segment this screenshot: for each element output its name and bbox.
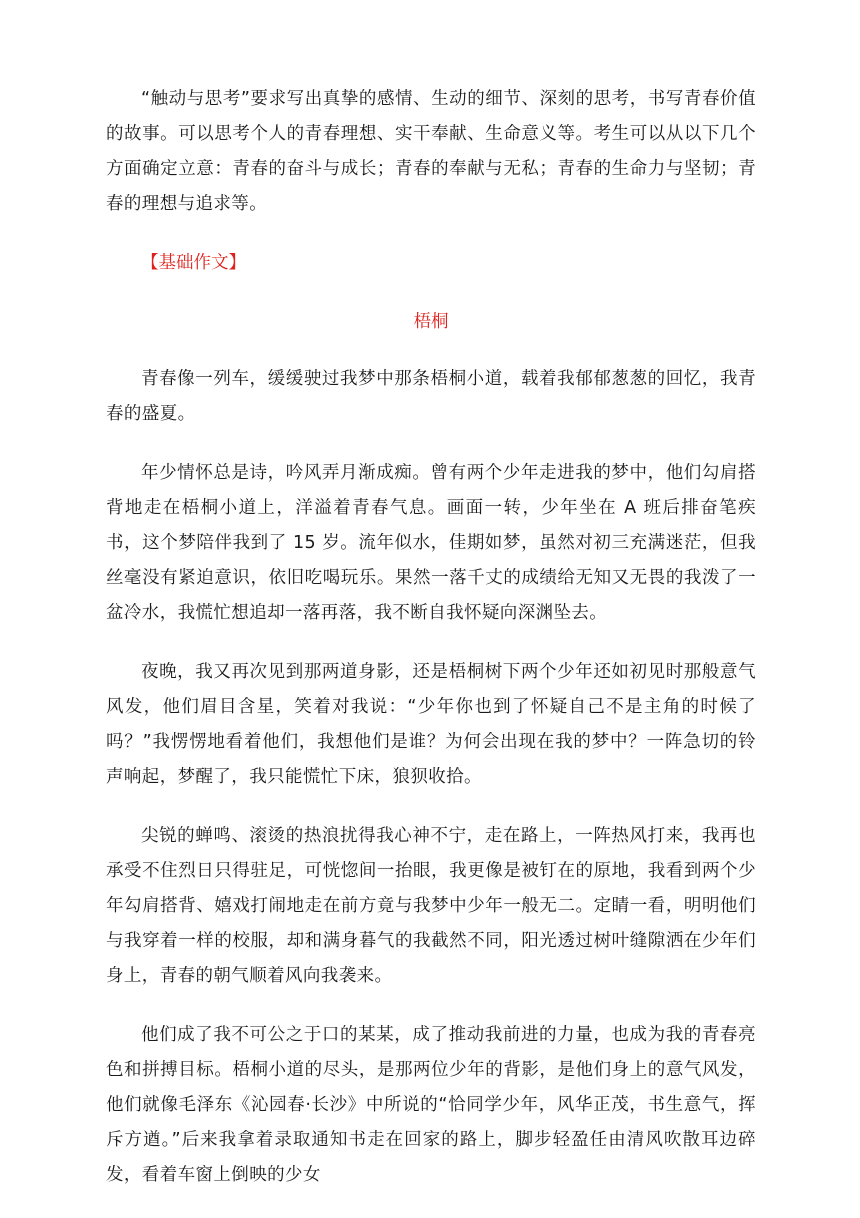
essay-paragraph-3: 夜晚，我又再次见到那两道身影，还是梧桐树下两个少年还如初见时那般意气风发，他们眉目含星，笑着对我说：“少年你也到了怀疑自己不是主角的时候了吗？”我愣愣地看着他们，我想他们是谁？为何会出现在我的梦中？一阵急切的铃声响起，梦醒了，我只能慌忙下床，狼狈收拾。 [106,662,756,787]
essay-paragraph-1: 青春像一列车，缓缓驶过我梦中那条梧桐小道，载着我郁郁葱葱的回忆，我青春的盛夏。 [106,369,756,424]
essay-title: 梧桐 [413,312,449,332]
essay-paragraph-5: 他们成了我不可公之于口的某某，成了推动我前进的力量，也成为我的青春亮色和拼搏目标。梧桐小道的尽头，是那两位少年的背影，是他们身上的意气风发，他们就像毛泽东《沁园春·长沙》中所说的“恰同学少年，风华正茂，书生意气，挥斥方遒。”后来我拿着录取通知书走在回家的路上，脚步轻盈任由清风吹散耳边碎发，看着车窗上倒映的少女 [106,1025,756,1185]
essay-paragraph-4: 尖锐的蝉鸣、滚烫的热浪扰得我心神不宁，走在路上，一阵热风打来，我再也承受不住烈日只得驻足，可恍惚间一抬眼，我更像是被钉在的原地，我看到两个少年勾肩搭背、嬉戏打闹地走在前方竟与我梦中少年一般无二。定睛一看，明明他们与我穿着一样的校服，却和满身暮气的我截然不同，阳光透过树叶缝隙洒在少年们身上，青春的朝气顺着风向我袭来。 [106,826,756,986]
essay-paragraph-2: 年少情怀总是诗，吟风弄月渐成痴。曾有两个少年走进我的梦中，他们勾肩搭背地走在梧桐小道上，洋溢着青春气息。画面一转，少年坐在 A 班后排奋笔疾书，这个梦陪伴我到了 15 岁。流年似水，佳期如梦，虽然对初三充满迷茫，但我丝毫没有紧迫意识，依旧吃喝玩乐。果然一落千丈的成绩给无知又无畏的我泼了一盆冷水，我慌忙想追却一落再落，我不断自我怀疑向深渊坠去。 [106,463,756,623]
section-label: 【基础作文】 [141,253,246,273]
intro-paragraph: “触动与思考”要求写出真挚的感情、生动的细节、深刻的思考，书写青春价值的故事。可以思考个人的青春理想、实干奉献、生命意义等。考生可以从以下几个方面确定立意：青春的奋斗与成长；青春的奉献与无私；青春的生命力与坚韧；青春的理想与追求等。 [106,89,756,214]
